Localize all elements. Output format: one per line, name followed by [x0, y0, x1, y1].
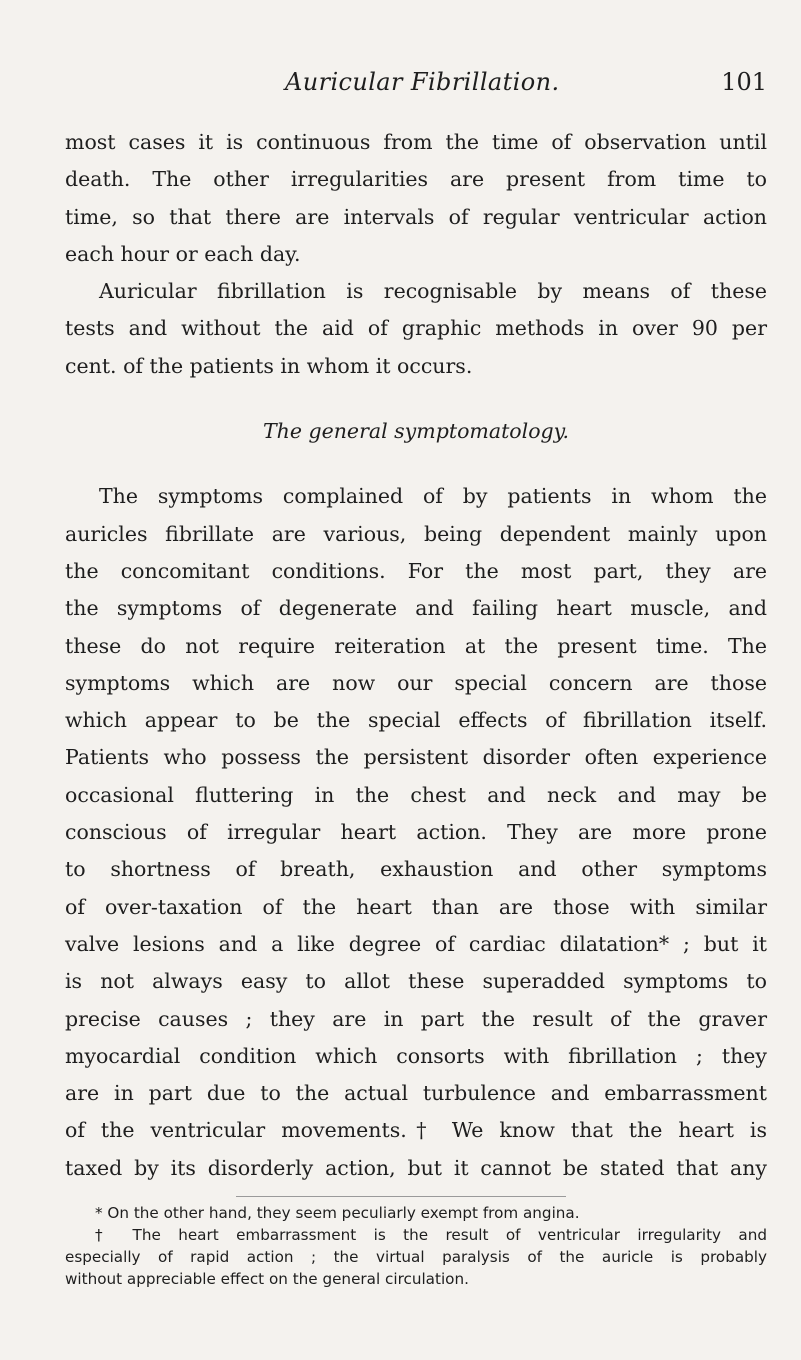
text-line: cent. of the patients in whom it occurs. — [65, 353, 473, 378]
footnote-dagger-line: † The heart embarrassment is the result of ventricular irregularity and — [95, 1226, 767, 1244]
text-line: is not always easy to allot these superadded symptoms to — [65, 969, 767, 994]
text-line: The symptoms complained of by patients in whom the — [99, 484, 767, 509]
text-line: of the ventricular movements.† We know that the heart is — [65, 1118, 767, 1143]
text-line: precise causes ; they are in part the result of the graver — [65, 1006, 767, 1031]
paragraph-recognition — [65, 273, 767, 385]
text-line: auricles fibrillate are various, being dependent mainly upon — [65, 521, 767, 546]
text-line: the concomitant conditions. For the most part, they are — [65, 558, 767, 583]
text-line: each hour or each day. — [65, 241, 301, 266]
footnote-dagger-line: especially of rapid action ; the virtual paralysis of the auricle is probably — [65, 1248, 767, 1266]
footnote-divider — [236, 1196, 566, 1197]
text-line: myocardial condition which consorts with fibrillation ; they — [65, 1043, 767, 1068]
text-line: taxed by its disorderly action, but it cannot be stated that any — [65, 1155, 767, 1180]
text-line: valve lesions and a like degree of cardiac dilatation* ; but it — [65, 931, 767, 956]
footnote-dagger-line: without appreciable effect on the general circulation. — [65, 1270, 469, 1288]
paragraph-continuation — [65, 124, 767, 273]
page-header — [65, 68, 767, 108]
text-line: which appear to be the special effects of fibrillation itself. — [65, 708, 767, 733]
text-line: the symptoms of degenerate and failing heart muscle, and — [65, 596, 767, 621]
section-heading: The general symptomatology. — [262, 419, 570, 444]
text-line: of over-taxation of the heart than are those with similar — [65, 894, 767, 919]
text-line: to shortness of breath, exhaustion and other symptoms — [65, 857, 767, 882]
paragraph-symptoms — [65, 478, 767, 1187]
page-number: 101 — [721, 68, 767, 96]
text-line: occasional fluttering in the chest and neck and may be — [65, 782, 767, 807]
text-line: most cases it is continuous from the time of observation until — [65, 130, 767, 154]
running-title: Auricular Fibrillation. — [285, 68, 560, 96]
text-line: time, so that there are intervals of regular ventricular action — [65, 204, 767, 229]
text-line: conscious of irregular heart action. They are more prone — [65, 820, 767, 845]
text-line: tests and without the aid of graphic methods in over 90 per — [65, 316, 767, 341]
text-line: Patients who possess the persistent disorder often experience — [65, 745, 767, 770]
footnote-asterisk: * On the other hand, they seem peculiarly exempt from angina. — [95, 1204, 580, 1222]
text-line: Auricular fibrillation is recognisable by means of these — [99, 279, 767, 304]
footnotes — [65, 1202, 767, 1290]
text-line: symptoms which are now our special concern are those — [65, 670, 767, 695]
text-line: these do not require reiteration at the present time. The — [65, 633, 767, 658]
body-text — [65, 124, 767, 1187]
text-line: death. The other irregularities are present from time to — [65, 167, 767, 192]
text-line: are in part due to the actual turbulence and embarrassment — [65, 1081, 767, 1106]
